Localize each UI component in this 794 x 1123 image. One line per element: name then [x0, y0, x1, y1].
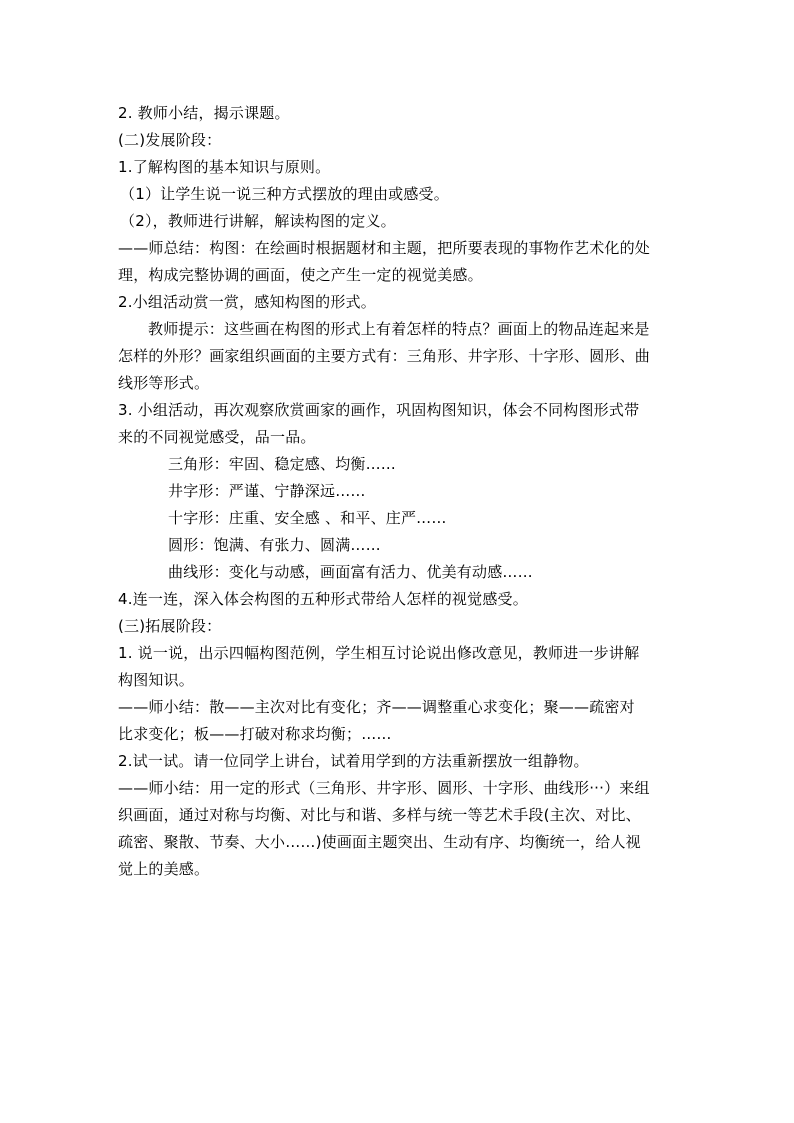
- text-line: （2），教师进行讲解，解读构图的定义。: [120, 212, 396, 230]
- text-line: 2.试一试。请一位同学上讲台，试着用学到的方法重新摆放一组静物。: [118, 752, 589, 770]
- section-heading: (三)拓展阶段：: [118, 617, 222, 635]
- text-line: 2. 教师小结，揭示课题。: [118, 104, 290, 122]
- text-line: 1. 说一说，出示四幅构图范例，学生相互讨论说出修改意见，教师进一步讲解: [118, 644, 640, 662]
- list-item: 曲线形：变化与动感，画面富有活力、优美有动感……: [168, 563, 533, 581]
- section-heading: (二)发展阶段：: [118, 131, 222, 149]
- text-line: 4.连一连，深入体会构图的五种形式带给人怎样的视觉感受。: [118, 590, 528, 608]
- list-item: 井字形：严谨、宁静深远……: [168, 482, 366, 500]
- text-line: 比求变化；板——打破对称求均衡；……: [118, 725, 392, 743]
- text-line: 2.小组活动赏一赏，感知构图的形式。: [118, 293, 376, 311]
- text-line: ——师总结：构图：在绘画时根据题材和主题，把所要表现的事物作艺术化的处: [118, 239, 651, 257]
- text-line: 疏密、聚散、节奏、大小……)使画面主题突出、生动有序、均衡统一，给人视: [118, 833, 641, 851]
- text-line: 织画面，通过对称与均衡、对比与和谐、多样与统一等艺术手段(主次、对比、: [118, 806, 641, 824]
- text-line: （1）让学生说一说三种方式摆放的理由或感受。: [120, 185, 449, 203]
- text-line: 来的不同视觉感受，品一品。: [118, 428, 316, 446]
- text-line: 理，构成完整协调的画面，使之产生一定的视觉美感。: [118, 266, 483, 284]
- document-body: [118, 100, 678, 883]
- text-line: ——师小结：用一定的形式（三角形、井字形、圆形、十字形、曲线形···）来组: [118, 779, 650, 797]
- text-line: 教师提示：这些画在构图的形式上有着怎样的特点？画面上的物品连起来是: [148, 320, 650, 338]
- text-line: ——师小结：散——主次对比有变化；齐——调整重心求变化；聚——疏密对: [118, 698, 635, 716]
- text-line: 1.了解构图的基本知识与原则。: [118, 158, 331, 176]
- text-line: 构图知识。: [118, 671, 195, 689]
- text-line: 怎样的外形？画家组织画面的主要方式有：三角形、井字形、十字形、圆形、曲: [118, 347, 651, 365]
- list-item: 十字形：庄重、安全感 、和平、庄严……: [168, 509, 447, 527]
- text-line: 线形等形式。: [118, 374, 210, 392]
- text-line: 觉上的美感。: [118, 860, 210, 878]
- list-item: 圆形：饱满、有张力、圆满……: [168, 536, 381, 554]
- text-line: 3. 小组活动，再次观察欣赏画家的画作，巩固构图知识，体会不同构图形式带: [118, 401, 640, 419]
- list-item: 三角形：牢固、稳定感、均衡……: [168, 455, 397, 473]
